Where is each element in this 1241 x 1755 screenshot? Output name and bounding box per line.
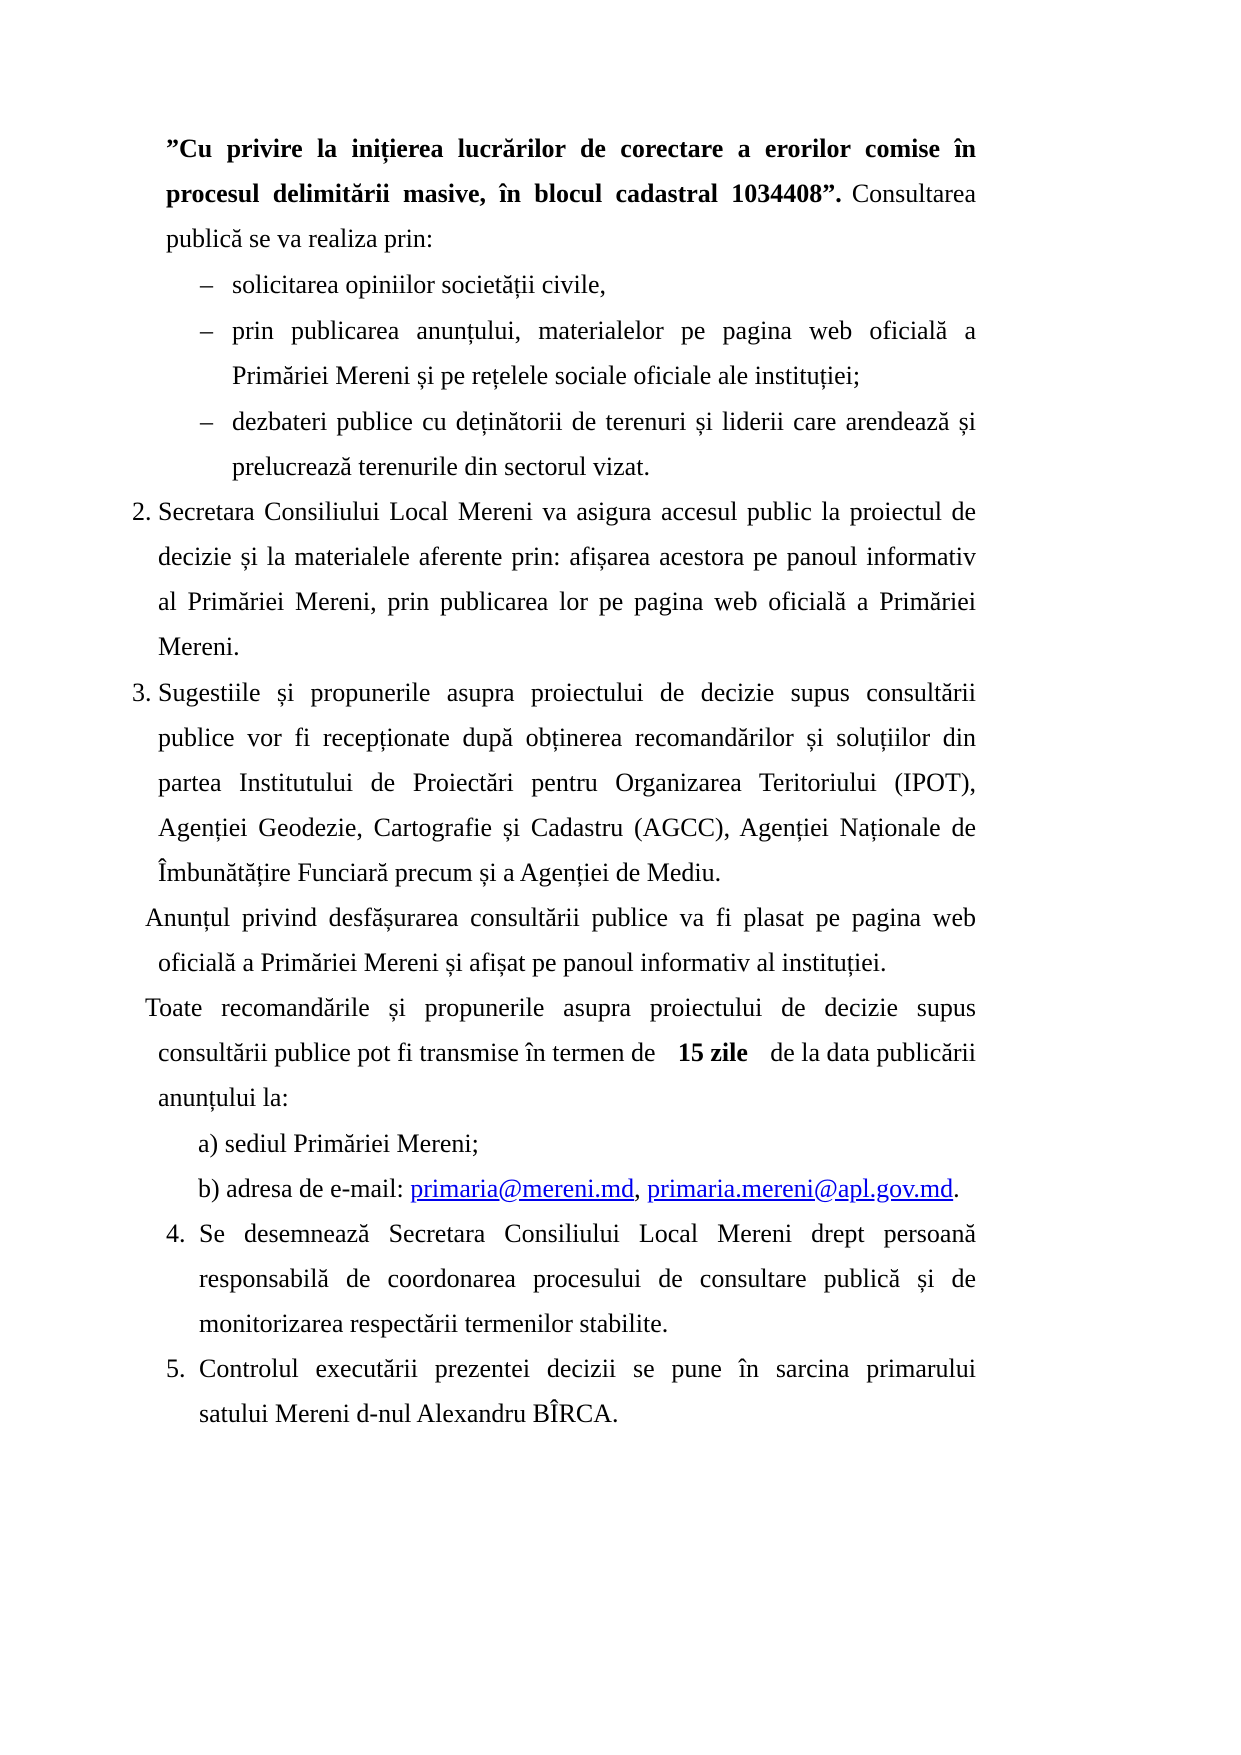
- recommendations-text: de la data publicării: [770, 1038, 976, 1067]
- option-a: a) sediul Primăriei Mereni;: [198, 1129, 479, 1158]
- item-text: decizie și la materialele aferente prin: afișarea acestora pe panoul informativ: [158, 542, 976, 571]
- dash-marker: –: [200, 270, 213, 299]
- intro-title-text-1: ”Cu privire la inițierea lucrărilor de corectare a erorilor comise în: [166, 134, 976, 163]
- dash-marker: –: [200, 316, 213, 345]
- announcement-text: oficială a Primăriei Mereni și afișat pe panoul informativ al instituției.: [158, 948, 887, 977]
- item-text: Controlul executării prezentei decizii se pune în sarcina primarului: [199, 1354, 976, 1383]
- item-text: monitorizarea respectării termenilor stabilite.: [199, 1309, 669, 1338]
- email-link-primaria[interactable]: primaria@mereni.md: [410, 1174, 635, 1203]
- intro-title-line-2: [166, 179, 976, 209]
- email-link-apl[interactable]: primaria.mereni@apl.gov.md: [647, 1174, 954, 1203]
- recommendations-text: Toate recomandările și propunerile asupra proiectului de decizie supus: [145, 993, 976, 1022]
- item-text: Secretara Consiliului Local Mereni va asigura accesul public la proiectul de: [158, 497, 976, 526]
- separator: ,: [634, 1174, 648, 1203]
- intro-title-line-1: [166, 134, 976, 164]
- bullet-text: prelucrează terenurile din sectorul vizat.: [232, 452, 650, 481]
- option-b-suffix: .: [953, 1174, 960, 1203]
- item-text: Mereni.: [158, 632, 240, 661]
- bullet-text: dezbateri publice cu deținătorii de terenuri și liderii care arendează și: [232, 407, 976, 436]
- item-number: 2.: [132, 497, 152, 526]
- item-text: publice vor fi recepționate după obținerea recomandărilor și soluțiilor din: [158, 723, 976, 752]
- dash-marker: –: [200, 407, 213, 436]
- item-text: Sugestiile și propunerile asupra proiectului de decizie supus consultării: [158, 678, 976, 707]
- item-number: 4.: [166, 1219, 186, 1248]
- item-text: Agenției Geodezie, Cartografie și Cadastru (AGCC), Agenției Naționale de: [158, 813, 976, 842]
- bullet-text: solicitarea opiniilor societății civile,: [232, 270, 606, 299]
- item-text: Îmbunătățire Funciară precum și a Agenției de Mediu.: [158, 858, 722, 887]
- item-text: satului Mereni d-nul Alexandru BÎRCA.: [199, 1399, 619, 1428]
- bullet-text: prin publicarea anunțului, materialelor pe pagina web oficială a: [232, 316, 976, 345]
- recommendations-line-2: [158, 1038, 976, 1068]
- bullet-text: Primăriei Mereni și pe rețelele sociale oficiale ale instituției;: [232, 361, 861, 390]
- item-number: 5.: [166, 1354, 186, 1383]
- item-number: 3.: [132, 678, 152, 707]
- announcement-text: Anunțul privind desfășurarea consultării publice va fi plasat pe pagina web: [145, 903, 976, 932]
- option-b: [198, 1174, 960, 1204]
- recommendations-text: anunțului la:: [158, 1083, 289, 1112]
- intro-title-bold: procesul delimitării masive, în blocul cadastral 1034408”.: [166, 179, 842, 208]
- item-text: partea Institutului de Proiectări pentru Organizarea Teritoriului (IPOT),: [158, 768, 976, 797]
- item-text: Se desemnează Secretara Consiliului Local Mereni drept persoană: [199, 1219, 976, 1248]
- deadline-days: 15 zile: [677, 1038, 748, 1067]
- option-b-prefix: b) adresa de e-mail:: [198, 1174, 411, 1203]
- intro-title-rest: Consultarea: [851, 179, 976, 208]
- intro-line-3: publică se va realiza prin:: [166, 224, 434, 253]
- recommendations-text: consultării publice pot fi transmise în termen de: [158, 1038, 656, 1067]
- item-text: responsabilă de coordonarea procesului de consultare publică și de: [199, 1264, 976, 1293]
- item-text: al Primăriei Mereni, prin publicarea lor pe pagina web oficială a Primăriei: [158, 587, 976, 616]
